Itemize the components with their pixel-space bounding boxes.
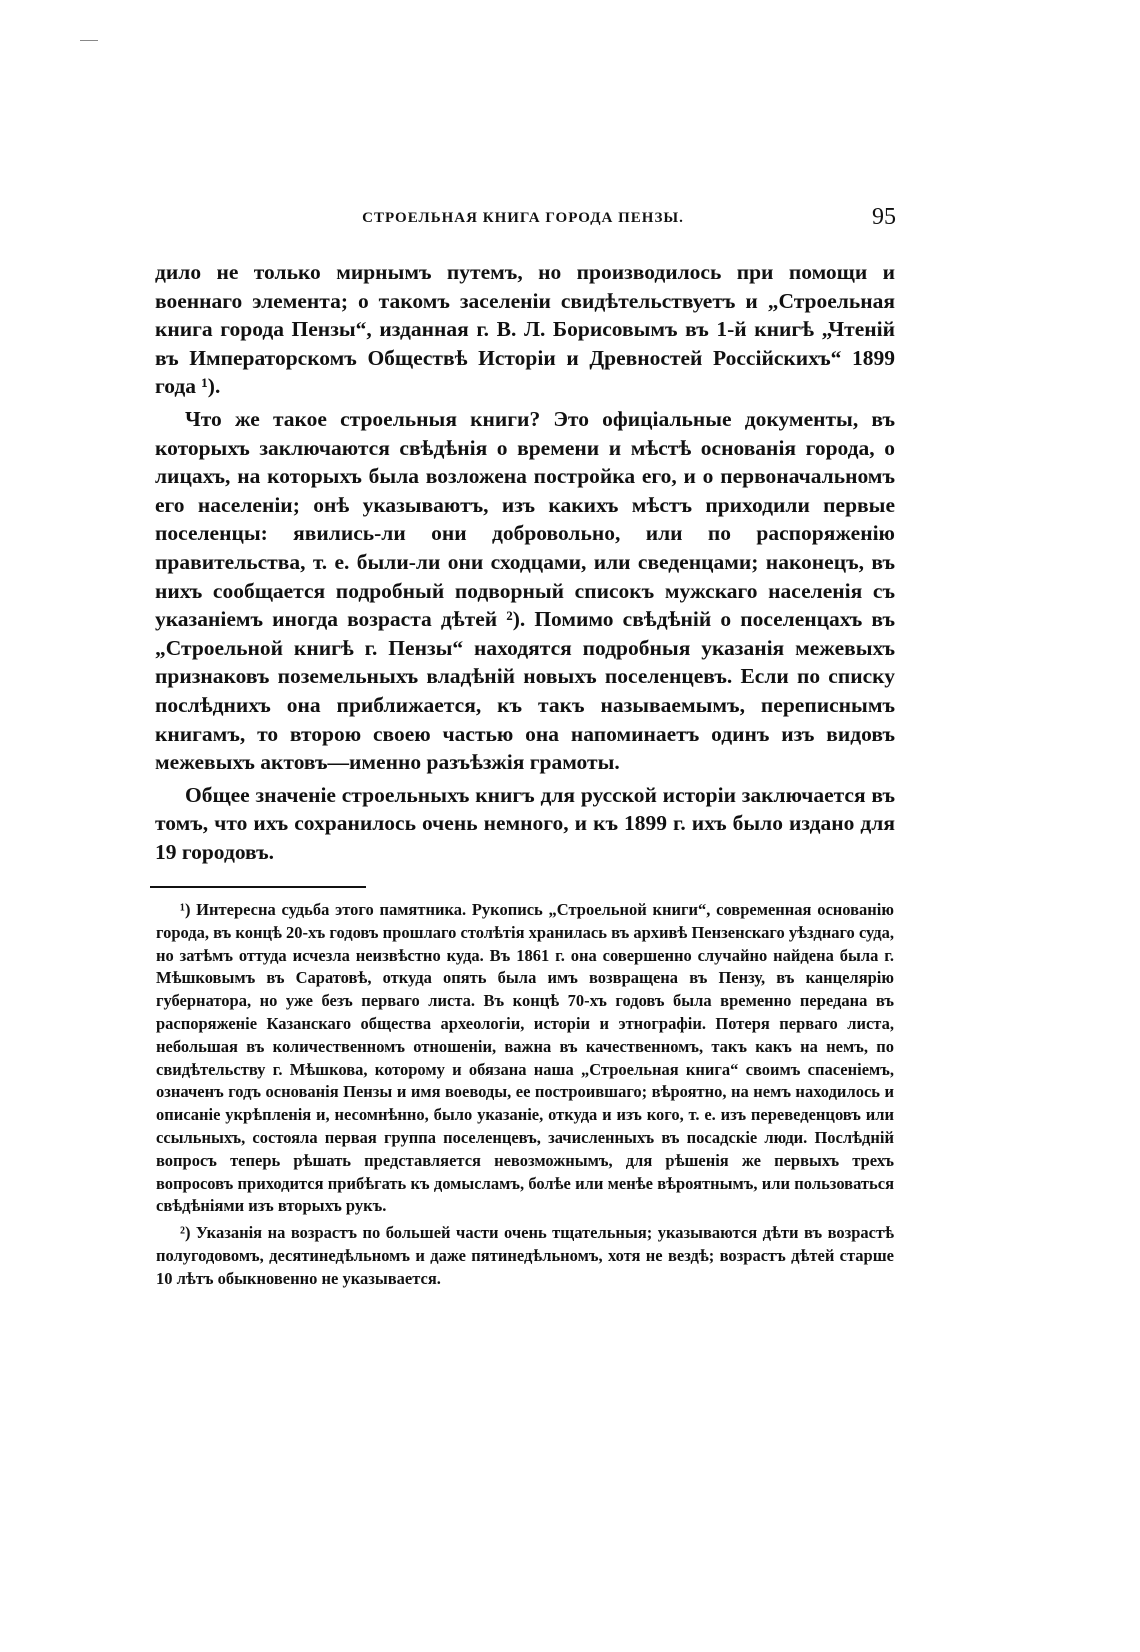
scan-corner-mark: [80, 40, 98, 41]
paragraph: Общее значеніе строельныхъ книгъ для русской исторіи заключается въ томъ, что ихъ сохранилось очень немного, и къ 1899 г. ихъ было издано для 19 городовъ.: [155, 782, 895, 864]
running-title: СТРОЕЛЬНАЯ КНИГА ГОРОДА ПЕНЗЫ.: [362, 210, 684, 226]
paragraph: Что же такое строельныя книги? Это офиціальные документы, въ которыхъ заключаются свѣдѣнія о времени и мѣстѣ основанія города, о лицахъ, на которыхъ была возложена постройка его, и о первоначальномъ его населеніи; онѣ указываютъ, изъ какихъ мѣстъ приходили первые поселенцы: явились-ли они добровольно, или по распоряженію правительства, т. е. были-ли они сходцами, или сведенцами; наконецъ, въ нихъ сообщается подробный подворный списокъ мужскаго населенія съ указаніемъ иногда возраста дѣтей ²). Помимо свѣдѣній о поселенцахъ въ „Строельной книгѣ г. Пензы“ находятся подробныя указанія межевыхъ признаковъ поземельныхъ владѣній новыхъ поселенцевъ. Если по списку послѣднихъ она приближается, къ такъ называемымъ, переписнымъ книгамъ, то второю своею частью она напоминаетъ одинъ изъ видовъ межевыхъ актовъ—именно разъѣзжія грамоты.: [155, 406, 895, 775]
footnote-2: ²) Указанія на возрастъ по большей части очень тщательныя; указываются дѣти въ возрастѣ полугодовомъ, десятинедѣльномъ и даже пятинедѣльномъ, хотя не вездѣ; возрастъ дѣтей старше 10 лѣтъ обыкновенно не указывается.: [156, 1223, 894, 1288]
page-header: [150, 204, 896, 234]
footnote-1: ¹) Интересна судьба этого памятника. Рукопись „Строельной книги“, современная основанію города, въ концѣ 20-хъ годовъ прошлаго столѣтія хранилась въ архивѣ Пензенскаго уѣзднаго суда, но затѣмъ оттуда исчезла неизвѣстно куда. Въ 1861 г. она совершенно случайно найдена была г. Мѣшковымъ въ Саратовѣ, откуда опять была имъ возвращена въ Пензу, въ канцелярію губернатора, но уже безъ перваго листа. Въ концѣ 70-хъ годовъ была временно передана въ распоряженіе Казанскаго общества археологіи, исторіи и этнографіи. Потеря перваго листа, небольшая въ количественномъ отношеніи, важна въ качественномъ, такъ какъ на немъ, по свидѣтельству г. Мѣшкова, которому и обязана наша „Строельная книга“ своимъ спасеніемъ, означенъ годъ основанія Пензы и имя воеводы, ее построившаго; вѣроятно, на немъ находилось и описаніе укрѣпленія и, несомнѣнно, было указаніе, откуда и изъ кого, т. е. изъ переведенцовъ или ссыльныхъ, состояла первая группа поселенцевъ, зачисленныхъ въ посадскіе люди. Послѣдній вопросъ теперь рѣшать представляется невозможнымъ, для рѣшенія же первыхъ трехъ вопросовъ приходится прибѣгать къ домысламъ, болѣе или менѣе вѣроятнымъ, или пользоваться свѣдѣніями изъ вторыхъ рукъ.: [156, 900, 894, 1216]
footnote-divider: [150, 886, 366, 888]
main-text: [155, 258, 895, 866]
footnotes: [156, 899, 894, 1291]
page-number: 95: [872, 204, 896, 230]
paragraph-continuation: дило не только мирнымъ путемъ, но производилось при помощи и военнаго элемента; о такомъ заселеніи свидѣтельствуетъ и „Строельная книга города Пензы“, изданная г. В. Л. Борисовымъ въ 1-й книгѣ „Чтеній въ Императорскомъ Обществѣ Исторіи и Древностей Россійскихъ“ 1899 года ¹).: [155, 260, 895, 399]
